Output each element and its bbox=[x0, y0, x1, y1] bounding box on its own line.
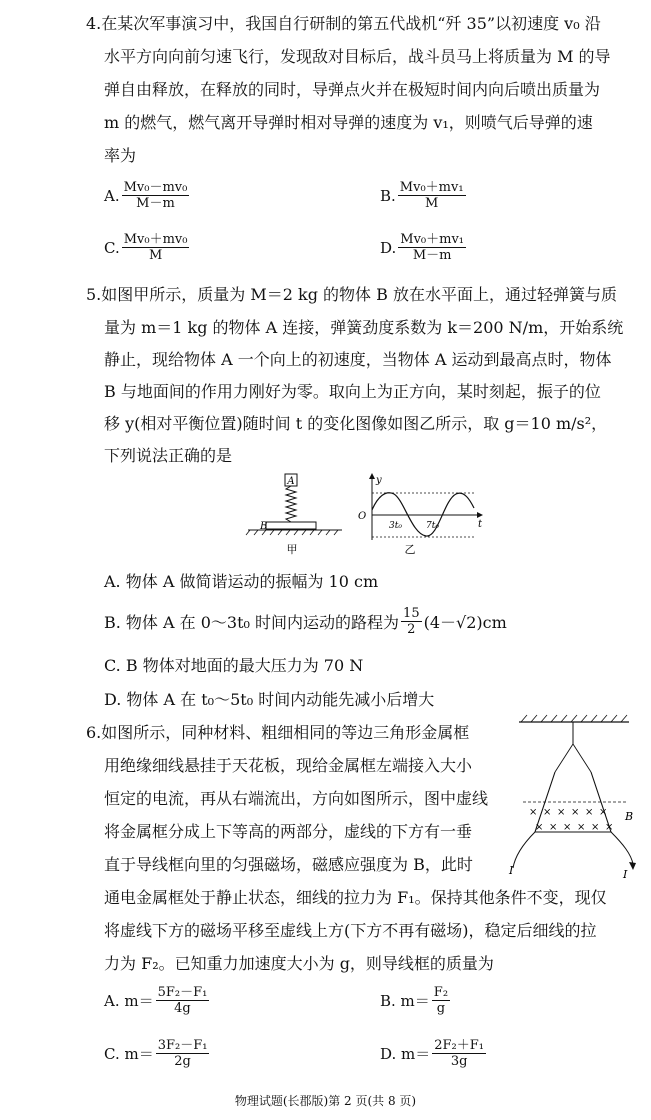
denominator: M bbox=[148, 248, 163, 263]
denominator: M bbox=[425, 196, 439, 211]
label-b: B bbox=[260, 521, 268, 532]
figure-triangle-frame-magnetic-field bbox=[505, 712, 645, 882]
spring bbox=[286, 486, 296, 522]
svg-text:×: × bbox=[543, 807, 552, 818]
q4-line-2: 水平方向向前匀速飞行，发现敌对目标后，战斗员马上将质量为 M 的导 bbox=[104, 47, 611, 66]
y-label: y bbox=[376, 475, 382, 486]
numerator: Mv₀－mv₀ bbox=[123, 180, 188, 195]
displacement-curve bbox=[372, 493, 474, 536]
svg-text:×: × bbox=[605, 822, 614, 833]
numerator: Mv₀＋mv₁ bbox=[400, 232, 465, 247]
q4-option-c[interactable] bbox=[104, 232, 191, 263]
t-label: t bbox=[478, 519, 483, 530]
figure-jia-spring-system bbox=[240, 470, 350, 560]
option-letter: A. bbox=[104, 186, 120, 205]
fraction bbox=[122, 180, 190, 211]
option-text: B. 物体 A 在 0～3t₀ 时间内运动的路程为 bbox=[104, 613, 400, 632]
q4-option-a[interactable] bbox=[104, 180, 191, 211]
q5-line-4: B 与地面间的作用力刚好为零。取向上为正方向，某时刻起，振子的位 bbox=[104, 382, 601, 401]
q6-option-a[interactable] bbox=[104, 985, 211, 1016]
q6-option-b[interactable] bbox=[380, 985, 452, 1016]
numerator: F₂ bbox=[433, 985, 449, 1000]
q6-line-3: 恒定的电流，再从右端流出，方向如图所示，图中虚线 bbox=[104, 789, 489, 808]
svg-text:×: × bbox=[529, 807, 538, 818]
svg-text:×: × bbox=[591, 822, 600, 833]
svg-text:×: × bbox=[599, 807, 608, 818]
q5-line-6: 下列说法正确的是 bbox=[104, 446, 233, 465]
q6-line-2: 用绝缘细线悬挂于天花板，现给金属框左端接入大小 bbox=[104, 756, 473, 775]
denominator: 4g bbox=[174, 1001, 191, 1016]
block-b bbox=[266, 522, 316, 529]
denominator: 3g bbox=[450, 1054, 468, 1069]
option-text-tail: (4－√2)cm bbox=[423, 613, 507, 632]
y-axis-arrow bbox=[369, 473, 375, 479]
denominator: g bbox=[436, 1001, 446, 1016]
label-i-right: I bbox=[623, 868, 628, 881]
numerator: 3F₂－F₁ bbox=[157, 1038, 208, 1053]
option-prefix: C. m＝ bbox=[104, 1045, 154, 1063]
figure-yi-displacement-graph bbox=[352, 470, 492, 560]
origin-label: O bbox=[358, 511, 367, 522]
t-axis-arrow bbox=[477, 512, 483, 518]
caption-yi: 乙 bbox=[404, 543, 416, 556]
svg-text:×: × bbox=[577, 822, 586, 833]
q5-option-d[interactable]: D. 物体 A 在 t₀～5t₀ 时间内动能先减小后增大 bbox=[104, 690, 435, 709]
fraction bbox=[401, 606, 422, 637]
q4-line-3: 弹自由释放，在释放的同时，导弹点火并在极短时间内向后喷出质量为 bbox=[104, 80, 601, 99]
q4-option-b[interactable] bbox=[380, 180, 468, 211]
q4-option-d[interactable] bbox=[380, 232, 468, 263]
numerator: 2F₂＋F₁ bbox=[434, 1038, 484, 1053]
current-arrow bbox=[629, 862, 636, 870]
svg-text:×: × bbox=[563, 822, 572, 833]
thread-right bbox=[573, 744, 591, 772]
denominator: M－m bbox=[136, 196, 175, 211]
ceiling-hatch bbox=[521, 715, 627, 722]
svg-text:×: × bbox=[585, 807, 594, 818]
field-crosses-row-2 bbox=[535, 822, 613, 833]
q6-option-c[interactable] bbox=[104, 1038, 211, 1069]
tick-3t0: 3t₀ bbox=[389, 521, 402, 531]
label-b-field: B bbox=[625, 810, 634, 823]
svg-text:×: × bbox=[549, 822, 558, 833]
q5-option-b[interactable] bbox=[104, 606, 507, 637]
tick-7t0: 7t₀ bbox=[426, 521, 439, 531]
q5-option-c[interactable]: C. B 物体对地面的最大压力为 70 N bbox=[104, 656, 364, 675]
q5-line-1: 5.如图甲所示，质量为 M＝2 kg 的物体 B 放在水平面上，通过轻弹簧与质 bbox=[86, 285, 617, 304]
option-letter: D. bbox=[380, 238, 397, 257]
numerator: 5F₂－F₁ bbox=[157, 985, 208, 1000]
fraction bbox=[432, 1038, 486, 1069]
denominator: M－m bbox=[412, 248, 452, 263]
thread-left bbox=[555, 744, 573, 772]
denominator: 2 bbox=[407, 622, 416, 637]
q4-line-4: m 的燃气，燃气离开导弹时相对导弹的速度为 v₁，则喷气后导弹的速 bbox=[104, 113, 593, 132]
q4-line-5: 率为 bbox=[104, 146, 137, 165]
option-prefix: A. m＝ bbox=[104, 992, 154, 1010]
numerator: Mv₀＋mv₀ bbox=[123, 232, 188, 247]
label-a: A bbox=[287, 476, 295, 487]
lead-left bbox=[513, 832, 535, 868]
svg-text:×: × bbox=[557, 807, 566, 818]
option-prefix: D. m＝ bbox=[380, 1045, 431, 1063]
q5-line-2: 量为 m＝1 kg 的物体 A 连接，弹簧劲度系数为 k＝200 N/m，开始系统 bbox=[104, 318, 624, 337]
lead-right bbox=[611, 832, 633, 864]
q6-line-7: 将虚线下方的磁场平移至虚线上方(下方不再有磁场)，稳定后细线的拉 bbox=[104, 921, 597, 940]
caption-jia: 甲 bbox=[286, 543, 298, 556]
page-footer: 物理试题(长郡版)第 2 页(共 8 页) bbox=[234, 1094, 417, 1108]
q6-line-4: 将金属框分成上下等高的两部分，虚线的下方有一垂 bbox=[104, 822, 473, 841]
fraction bbox=[122, 232, 190, 263]
denominator: 2g bbox=[174, 1054, 191, 1069]
option-prefix: B. m＝ bbox=[380, 992, 430, 1010]
fraction bbox=[156, 985, 210, 1016]
option-letter: C. bbox=[104, 238, 120, 257]
q6-line-8: 力为 F₂。已知重力加速度大小为 g，则导线框的质量为 bbox=[104, 954, 494, 973]
svg-text:×: × bbox=[535, 822, 544, 833]
fraction bbox=[398, 232, 466, 263]
q6-option-d[interactable] bbox=[380, 1038, 488, 1069]
fraction bbox=[156, 1038, 210, 1069]
svg-text:×: × bbox=[571, 807, 580, 818]
fraction bbox=[398, 180, 466, 211]
q6-line-1: 6.如图所示，同种材料、粗细相同的等边三角形金属框 bbox=[86, 723, 470, 742]
q5-option-a[interactable]: A. 物体 A 做简谐运动的振幅为 10 cm bbox=[104, 572, 379, 591]
q5-line-5: 移 y(相对平衡位置)随时间 t 的变化图像如图乙所示，取 g＝10 m/s²， bbox=[104, 414, 608, 433]
q4-line-1: 4.在某次军事演习中，我国自行研制的第五代战机“歼 35”以初速度 v₀ 沿 bbox=[86, 14, 601, 33]
q6-line-5: 直于导线框向里的匀强磁场，磁感应强度为 B，此时 bbox=[104, 855, 473, 874]
option-letter: B. bbox=[380, 186, 396, 205]
q5-line-3: 静止，现给物体 A 一个向上的初速度，当物体 A 运动到最高点时，物体 bbox=[104, 350, 612, 369]
fraction bbox=[432, 985, 450, 1016]
q6-line-6: 通电金属框处于静止状态，细线的拉力为 F₁。保持其他条件不变，现仅 bbox=[104, 888, 607, 907]
label-i-left: I bbox=[509, 864, 514, 877]
numerator: 15 bbox=[403, 606, 420, 621]
numerator: Mv₀＋mv₁ bbox=[399, 180, 464, 195]
